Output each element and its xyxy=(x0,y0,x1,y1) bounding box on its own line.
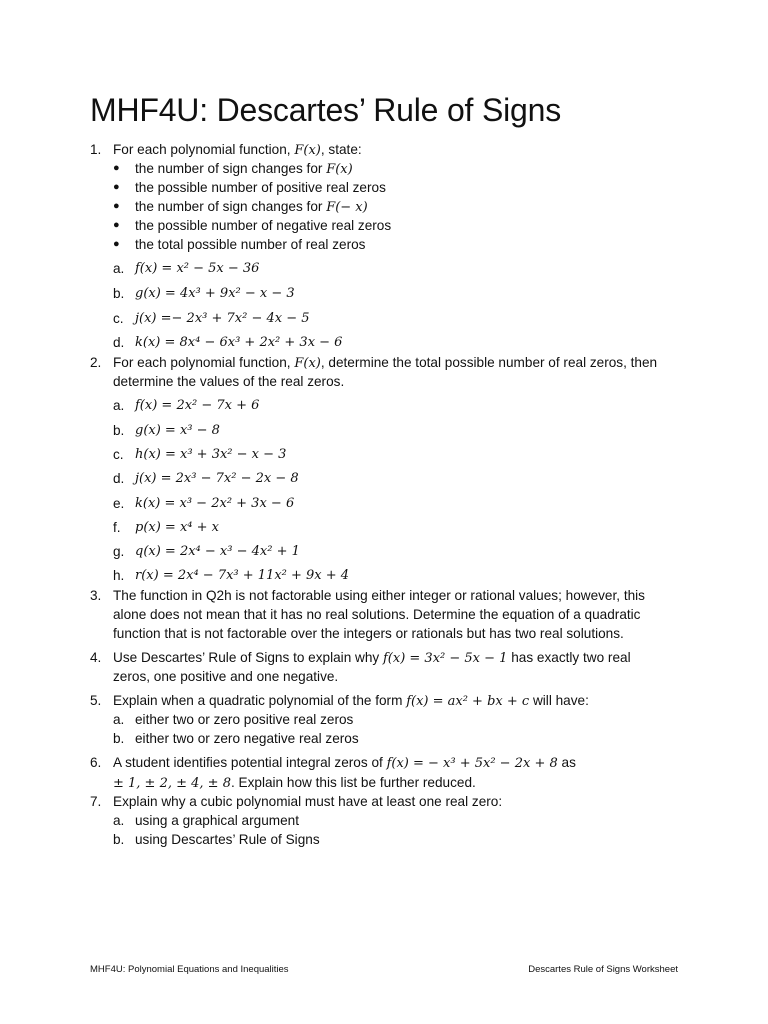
math-expression: F(− x) xyxy=(326,200,368,215)
math-expression: j(x) =− 2x³ + 7x² − 4x − 5 xyxy=(135,311,310,326)
footer-right: Descartes Rule of Signs Worksheet xyxy=(528,964,678,975)
question-number: 3. xyxy=(90,588,102,603)
math-expression: F(x) xyxy=(294,143,321,158)
list-item: using Descartes’ Rule of Signs xyxy=(135,832,320,847)
part-label: e. xyxy=(113,496,125,511)
question-4-line-2: zeros, one positive and one negative. xyxy=(113,669,339,684)
question-2-line-2: determine the values of the real zeros. xyxy=(113,374,345,389)
question-3-line-2: alone does not mean that it has no real solutions. Determine the equation of a quadratic xyxy=(113,607,641,622)
part-label: b. xyxy=(113,731,125,746)
part-label: c. xyxy=(113,311,124,326)
list-item: either two or zero positive real zeros xyxy=(135,712,354,727)
part-label: c. xyxy=(113,447,124,462)
part-label: d. xyxy=(113,471,125,486)
question-1-intro: For each polynomial function, F(x), state: xyxy=(113,142,362,158)
question-3-line-3: function that is not factorable over the integers or rationals but has two real solutions. xyxy=(113,626,624,641)
math-expression: g(x) = 4x³ + 9x² − x − 3 xyxy=(135,286,295,301)
bullet-icon: ● xyxy=(113,181,120,193)
question-7-line: Explain why a cubic polynomial must have at least one real zero: xyxy=(113,794,503,809)
bullet-icon: ● xyxy=(113,219,120,231)
part-label: a. xyxy=(113,398,125,413)
math-expression: j(x) = 2x³ − 7x² − 2x − 8 xyxy=(135,471,299,486)
part-label: g. xyxy=(113,544,125,559)
list-item: the total possible number of real zeros xyxy=(135,237,366,252)
math-expression: q(x) = 2x⁴ − x³ − 4x² + 1 xyxy=(135,544,300,559)
math-expression: r(x) = 2x⁴ − 7x³ + 11x² + 9x + 4 xyxy=(135,568,350,583)
math-expression: g(x) = x³ − 8 xyxy=(135,423,220,438)
part-label: a. xyxy=(113,712,125,727)
list-item: either two or zero negative real zeros xyxy=(135,731,359,746)
math-expression: f(x) = 2x² − 7x + 6 xyxy=(135,398,260,413)
bullet-icon: ● xyxy=(113,200,120,212)
part-label: b. xyxy=(113,286,125,301)
list-item: the number of sign changes for F(− x) xyxy=(135,199,368,215)
list-item: the number of sign changes for F(x) xyxy=(135,161,353,177)
math-expression: F(x) xyxy=(326,162,353,177)
footer-left: MHF4U: Polynomial Equations and Inequalities xyxy=(90,964,289,975)
list-item: the possible number of positive real zeros xyxy=(135,180,386,195)
question-6-line-1: A student identifies potential integral zeros of f(x) = − x³ + 5x² − 2x + 8 as xyxy=(113,755,576,771)
page-title: MHF4U: Descartes’ Rule of Signs xyxy=(90,92,561,128)
math-expression: ± 1, ± 2, ± 4, ± 8 xyxy=(113,776,231,791)
question-5-line: Explain when a quadratic polynomial of the form f(x) = ax² + bx + c will have: xyxy=(113,693,589,709)
math-expression: f(x) = x² − 5x − 36 xyxy=(135,261,260,276)
part-label: h. xyxy=(113,568,125,583)
question-number: 6. xyxy=(90,755,102,770)
math-expression: f(x) = ax² + bx + c xyxy=(406,694,530,709)
bullet-icon: ● xyxy=(113,162,120,174)
part-label: a. xyxy=(113,813,125,828)
question-2-line-1: For each polynomial function, F(x), determine the total possible number of real zeros, then xyxy=(113,355,658,371)
question-number: 7. xyxy=(90,794,102,809)
question-number: 2. xyxy=(90,355,102,370)
list-item: using a graphical argument xyxy=(135,813,299,828)
question-6-line-2: ± 1, ± 2, ± 4, ± 8. Explain how this list be further reduced. xyxy=(113,775,476,791)
part-label: f. xyxy=(113,520,121,535)
math-expression: h(x) = x³ + 3x² − x − 3 xyxy=(135,447,287,462)
math-expression: F(x) xyxy=(294,356,321,371)
list-item: the possible number of negative real zeros xyxy=(135,218,392,233)
question-number: 4. xyxy=(90,650,102,665)
math-expression: k(x) = x³ − 2x² + 3x − 6 xyxy=(135,496,295,511)
question-number: 1. xyxy=(90,142,102,157)
math-expression: k(x) = 8x⁴ − 6x³ + 2x² + 3x − 6 xyxy=(135,335,343,350)
math-expression: f(x) = 3x² − 5x − 1 xyxy=(382,651,508,666)
math-expression: p(x) = x⁴ + x xyxy=(135,520,219,535)
part-label: b. xyxy=(113,832,125,847)
part-label: d. xyxy=(113,335,125,350)
part-label: a. xyxy=(113,261,125,276)
question-3-line-1: The function in Q2h is not factorable using either integer or rational values; however, this xyxy=(113,588,645,603)
part-label: b. xyxy=(113,423,125,438)
bullet-icon: ● xyxy=(113,238,120,250)
question-number: 5. xyxy=(90,693,102,708)
math-expression: f(x) = − x³ + 5x² − 2x + 8 xyxy=(386,756,558,771)
question-4-line-1: Use Descartes’ Rule of Signs to explain why f(x) = 3x² − 5x − 1 has exactly two real xyxy=(113,650,631,666)
